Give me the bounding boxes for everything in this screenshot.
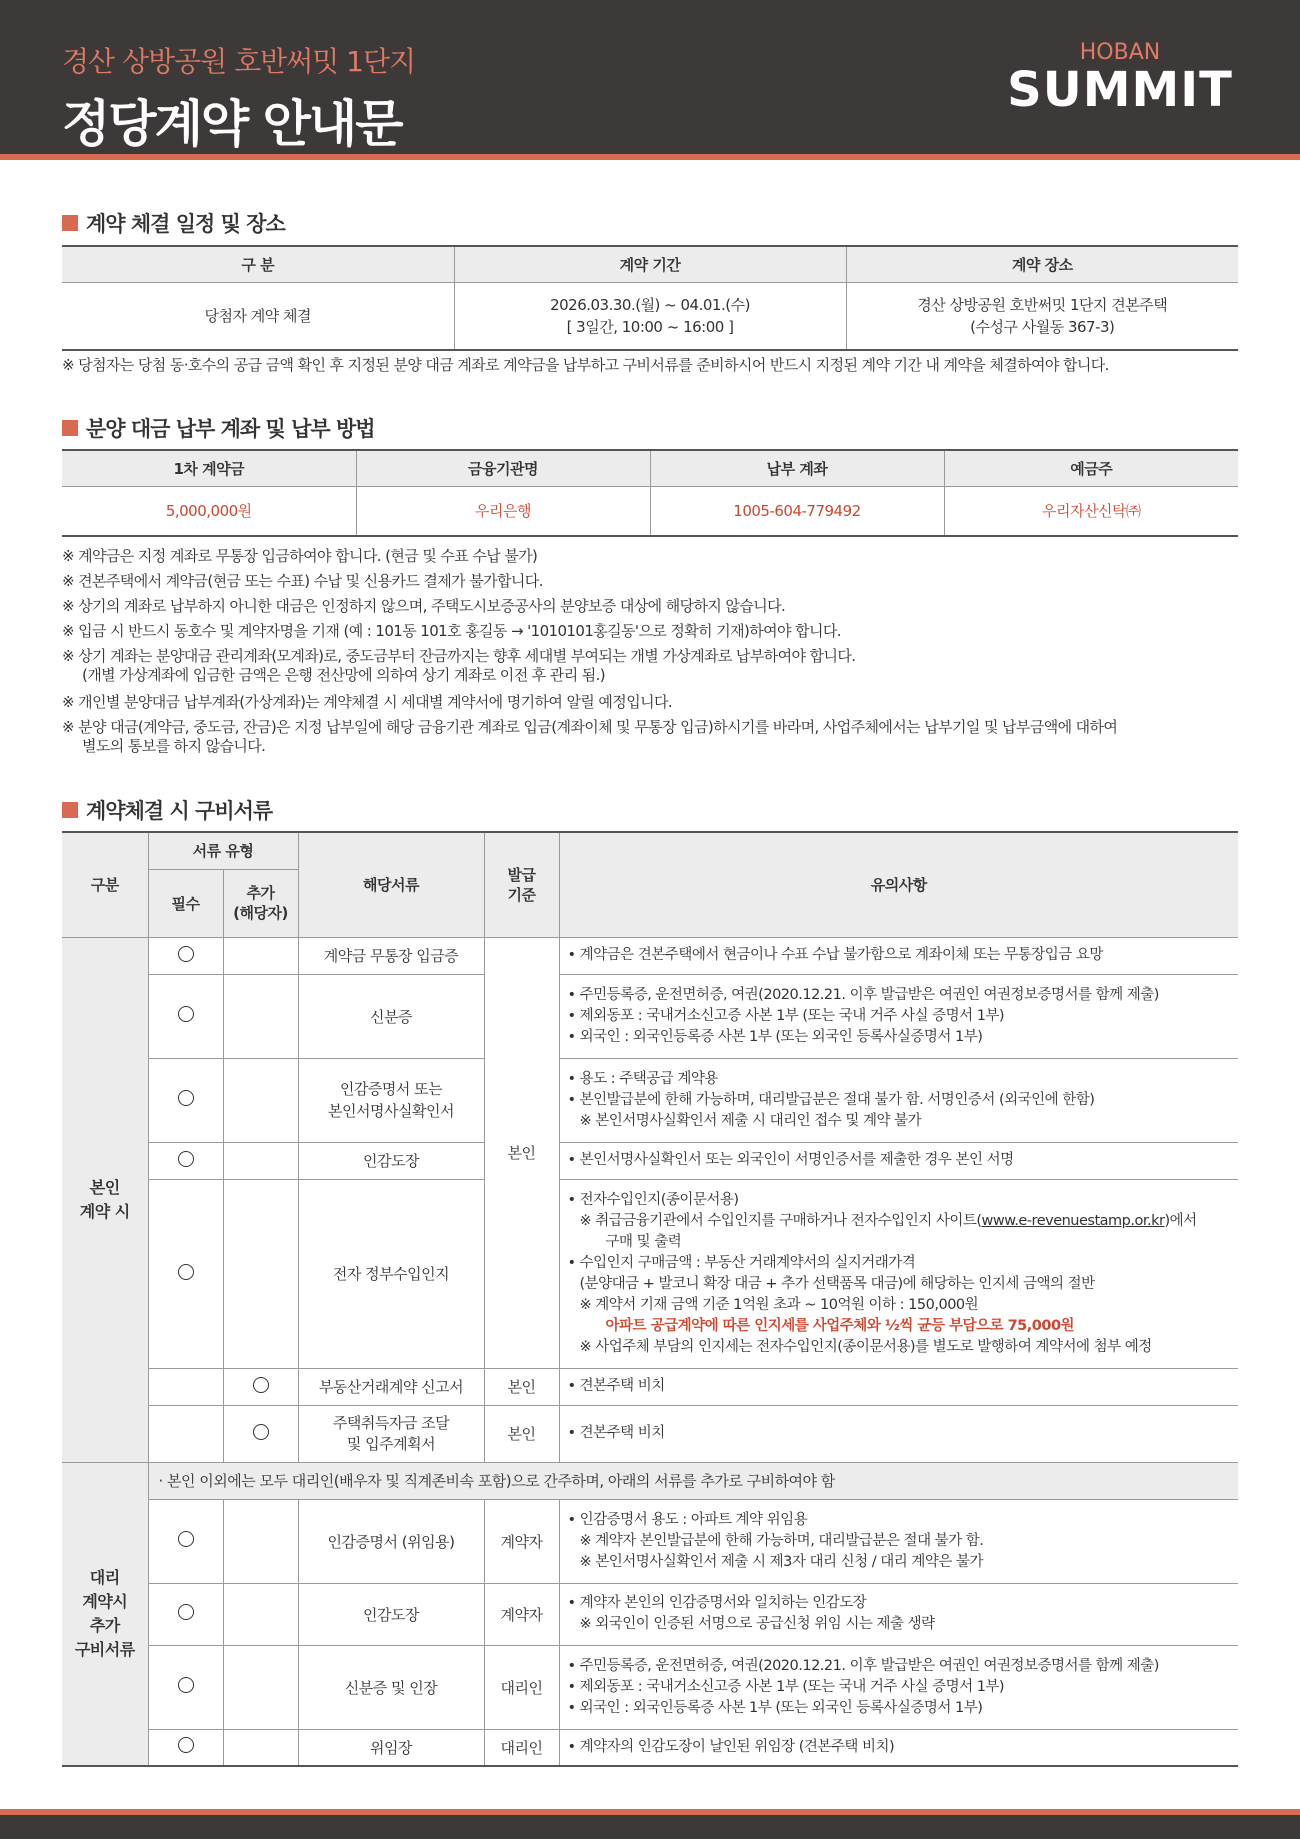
square-bullet-icon: [62, 802, 78, 818]
table-row: [62, 1729, 1238, 1766]
section-schedule-title: 계약 체결 일정 및 장소: [62, 208, 285, 238]
doc-notes: • 용도 : 주택공급 계약용 • 본인발급분에 한해 가능하며, 대리발급분은 절대 불가 함. 서명인증서 (외국인에 한함) ※ 본인서명사실확인서 제출 시 대리인 접수 및 계약 불가: [559, 1058, 1238, 1142]
table-row: [62, 1499, 1238, 1583]
page-footer: [0, 1809, 1300, 1839]
doc-notes: • 견본주택 비치: [559, 1368, 1238, 1405]
revenue-stamp-site-link[interactable]: www.e-revenuestamp.or.kr: [981, 1212, 1165, 1229]
table-row: [62, 1645, 1238, 1729]
table-row: [62, 1142, 1238, 1179]
payment-note: ※ 견본주택에서 계약금(현금 또는 수표) 수납 및 신용카드 결제가 불가합니다.: [62, 572, 543, 590]
schedule-header-place: 계약 장소: [846, 246, 1238, 282]
doc-notes: • 인감증명서 용도 : 아파트 계약 위임용 ※ 계약자 본인발급분에 한해 가능하며, 대리발급분은 절대 불가 함. ※ 본인서명사실확인서 제출 시 제3자 대리 신청 / 대리 계약은 불가: [559, 1499, 1238, 1583]
payment-note: ※ 입금 시 반드시 동호수 및 계약자명을 기재 (예 : 101동 101호 홍길동 → '1010101홍길동'으로 정확히 기재)하여야 합니다.: [62, 622, 841, 640]
doc-name: 인감증명서 (위임용): [298, 1499, 484, 1583]
required-circle-icon: [178, 1090, 194, 1106]
table-row: [62, 974, 1238, 1058]
self-contract-group: 본인 계약 시: [62, 937, 148, 1462]
section-payment-title: 분양 대금 납부 계좌 및 납부 방법: [62, 413, 375, 443]
doc-notes: • 계약자 본인의 인감증명서와 일치하는 인감도장 ※ 외국인이 인증된 서명으로 공급신청 위임 시는 제출 생략: [559, 1583, 1238, 1645]
issue-basis: 대리인: [484, 1729, 559, 1766]
proxy-contract-group: 대리 계약시 추가 구비서류: [62, 1462, 148, 1766]
schedule-header-period: 계약 기간: [454, 246, 846, 282]
payment-header-holder: 예금주: [944, 450, 1238, 486]
payment-note: ※ 분양 대금(계약금, 중도금, 잔금)은 지정 납부일에 해당 금융기관 계좌로 입금(계좌이체 및 무통장 입금)하시기를 바라며, 사업주체에서는 납부기일 및 납부금액에 대하여: [62, 718, 1118, 736]
docs-header-issue: 발급 기준: [484, 832, 559, 937]
payment-note: ※ 상기 계좌는 분양대금 관리계좌(모계좌)로, 중도금부터 잔금까지는 향후 세대별 부여되는 개별 가상계좌로 납부하여야 합니다.: [62, 647, 856, 665]
payment-note: ※ 상기의 계좌로 납부하지 아니한 대금은 인정하지 않으며, 주택도시보증공사의 분양보증 대상에 해당하지 않습니다.: [62, 597, 786, 615]
stamp-tax-highlight: 아파트 공급계약에 따른 인지세를 사업주체와 ½씩 균등 부담으로 75,000원: [605, 1317, 1075, 1334]
table-row: [62, 1405, 1238, 1462]
doc-notes: • 계약자의 인감도장이 날인된 위임장 (견본주택 비치): [559, 1729, 1238, 1766]
payment-bank-name: 우리은행: [356, 486, 650, 536]
complex-name: 경산 상방공원 호반써밋 1단지: [62, 45, 416, 78]
docs-header-required: 필수: [148, 869, 223, 937]
schedule-period: 2026.03.30.(월) ~ 04.01.(수) [ 3일간, 10:00 ~ 16:00 ]: [454, 282, 846, 350]
additional-circle-icon: [253, 1377, 269, 1393]
required-circle-icon: [178, 1604, 194, 1620]
docs-header-additional: 추가 (해당자): [223, 869, 298, 937]
payment-note: 별도의 통보를 하지 않습니다.: [82, 737, 266, 755]
payment-note: ※ 개인별 분양대금 납부계좌(가상계좌)는 계약체결 시 세대별 계약서에 명기하여 알릴 예정입니다.: [62, 693, 673, 711]
table-row: [62, 1368, 1238, 1405]
doc-name: 인감도장: [298, 1142, 484, 1179]
doc-notes: • 견본주택 비치: [559, 1405, 1238, 1462]
issue-basis: 계약자: [484, 1499, 559, 1583]
additional-circle-icon: [253, 1424, 269, 1440]
proxy-notice: · 본인 이외에는 모두 대리인(배우자 및 직계존비속 포함)으로 간주하며, 아래의 서류를 추가로 구비하여야 함: [148, 1462, 1238, 1499]
page-title: 정당계약 안내문: [62, 95, 402, 153]
square-bullet-icon: [62, 215, 78, 231]
payment-note: (개별 가상계좌에 입금한 금액은 은행 전산망에 의하여 상기 계좌로 이전 후 관리 됨.): [82, 666, 606, 684]
doc-name: 신분증: [298, 974, 484, 1058]
doc-notes: • 본인서명사실확인서 또는 외국인이 서명인증서를 제출한 경우 본인 서명: [559, 1142, 1238, 1179]
issue-basis: 계약자: [484, 1583, 559, 1645]
docs-header-documents: 해당서류: [298, 832, 484, 937]
payment-note: ※ 계약금은 지정 계좌로 무통장 입금하여야 합니다. (현금 및 수표 수납 불가): [62, 547, 538, 565]
section-documents-title: 계약체결 시 구비서류: [62, 795, 272, 825]
issue-basis: 대리인: [484, 1645, 559, 1729]
payment-notes: [62, 544, 1242, 761]
schedule-header-category: 구 분: [62, 246, 454, 282]
required-circle-icon: [178, 1006, 194, 1022]
issue-basis: 본인: [484, 1405, 559, 1462]
square-bullet-icon: [62, 420, 78, 436]
table-row: [62, 1058, 1238, 1142]
doc-name: 계약금 무통장 입금증: [298, 937, 484, 974]
doc-notes: • 주민등록증, 운전면허증, 여권(2020.12.21. 이후 발급받은 여권인 여권정보증명서를 함께 제출) • 제외동포 : 국내거소신고증 사본 1부 (또는 국내 거주 사실 증명서 1부) • 외국인 : 외국인등록증 사본 1부 (또는 외국인 등록사실증명서 1부): [559, 974, 1238, 1058]
docs-header-doc-type: 서류 유형: [148, 832, 298, 869]
payment-header-deposit: 1차 계약금: [62, 450, 356, 486]
required-circle-icon: [178, 1264, 194, 1280]
table-row: [62, 937, 1238, 974]
doc-name: 인감도장: [298, 1583, 484, 1645]
doc-name: 인감증명서 또는 본인서명사실확인서: [298, 1058, 484, 1142]
schedule-category: 당첨자 계약 체결: [62, 282, 454, 350]
required-circle-icon: [178, 1737, 194, 1753]
documents-table: [62, 831, 1238, 1767]
table-row: [62, 1179, 1238, 1368]
doc-notes: • 계약금은 견본주택에서 현금이나 수표 수납 불가함으로 계좌이체 또는 무통장입금 요망: [559, 937, 1238, 974]
logo-hoban: HOBAN: [1079, 40, 1161, 65]
payment-deposit-amount: 5,000,000원: [62, 486, 356, 536]
schedule-table: [62, 245, 1238, 351]
doc-notes: • 주민등록증, 운전면허증, 여권(2020.12.21. 이후 발급받은 여권인 여권정보증명서를 함께 제출) • 제외동포 : 국내거소신고증 사본 1부 (또는 국내 거주 사실 증명서 1부) • 외국인 : 외국인등록증 사본 1부 (또는 외국인 등록사실증명서 1부): [559, 1645, 1238, 1729]
docs-header-notes: 유의사항: [559, 832, 1238, 937]
docs-header-category: 구분: [62, 832, 148, 937]
doc-name: 부동산거래계약 신고서: [298, 1368, 484, 1405]
payment-header-account: 납부 계좌: [650, 450, 944, 486]
schedule-note: ※ 당첨자는 당첨 동·호수의 공급 금액 확인 후 지정된 분양 대금 계좌로 계약금을 납부하고 구비서류를 준비하시어 반드시 지정된 계약 기간 내 계약을 체결하여야 합니다.: [62, 356, 1109, 374]
payment-header-bank: 금융기관명: [356, 450, 650, 486]
self-issue-basis: 본인: [484, 937, 559, 1368]
payment-table: [62, 449, 1238, 537]
issue-basis: 본인: [484, 1368, 559, 1405]
required-circle-icon: [178, 1531, 194, 1547]
required-circle-icon: [178, 946, 194, 962]
schedule-place: 경산 상방공원 호반써밋 1단지 견본주택 (수성구 사월동 367-3): [846, 282, 1238, 350]
doc-name: 주택취득자금 조달 및 입주계획서: [298, 1405, 484, 1462]
table-row: [62, 1462, 1238, 1499]
table-row: [62, 1583, 1238, 1645]
logo-summit: SUMMIT: [1007, 62, 1233, 118]
page-header: [0, 0, 1300, 160]
doc-name: 위임장: [298, 1729, 484, 1766]
payment-account-holder: 우리자산신탁㈜: [944, 486, 1238, 536]
required-circle-icon: [178, 1151, 194, 1167]
doc-name: 신분증 및 인장: [298, 1645, 484, 1729]
payment-account-number: 1005-604-779492: [650, 486, 944, 536]
required-circle-icon: [178, 1677, 194, 1693]
doc-name: 전자 정부수입인지: [298, 1179, 484, 1368]
doc-notes: • 전자수입인지(종이문서용) ※ 취급금융기관에서 수입인지를 구매하거나 전자수입인지 사이트(www.e-revenuestamp.or.kr)에서 구매 및 출력 • 수입인지 구매금액 : 부동산 거래계약서의 실지거래가격 (분양대금 + 발코니 확장 대금 + 추가 선택품목 대금)에 해당하는 인지세 금액의 절반 ※ 계약서 기재 금액 기준 1억원 초과 ~ 10억원 이하 : 150,000원 아파트 공급계약에 따른 인지세를 사업주체와 ½씩 균등 부담으로 75,000원 ※ 사업주체 부담의 인지세는 전자수입인지(종이문서용)를 별도로 발행하여 계약서에 첨부 예정: [559, 1179, 1238, 1368]
